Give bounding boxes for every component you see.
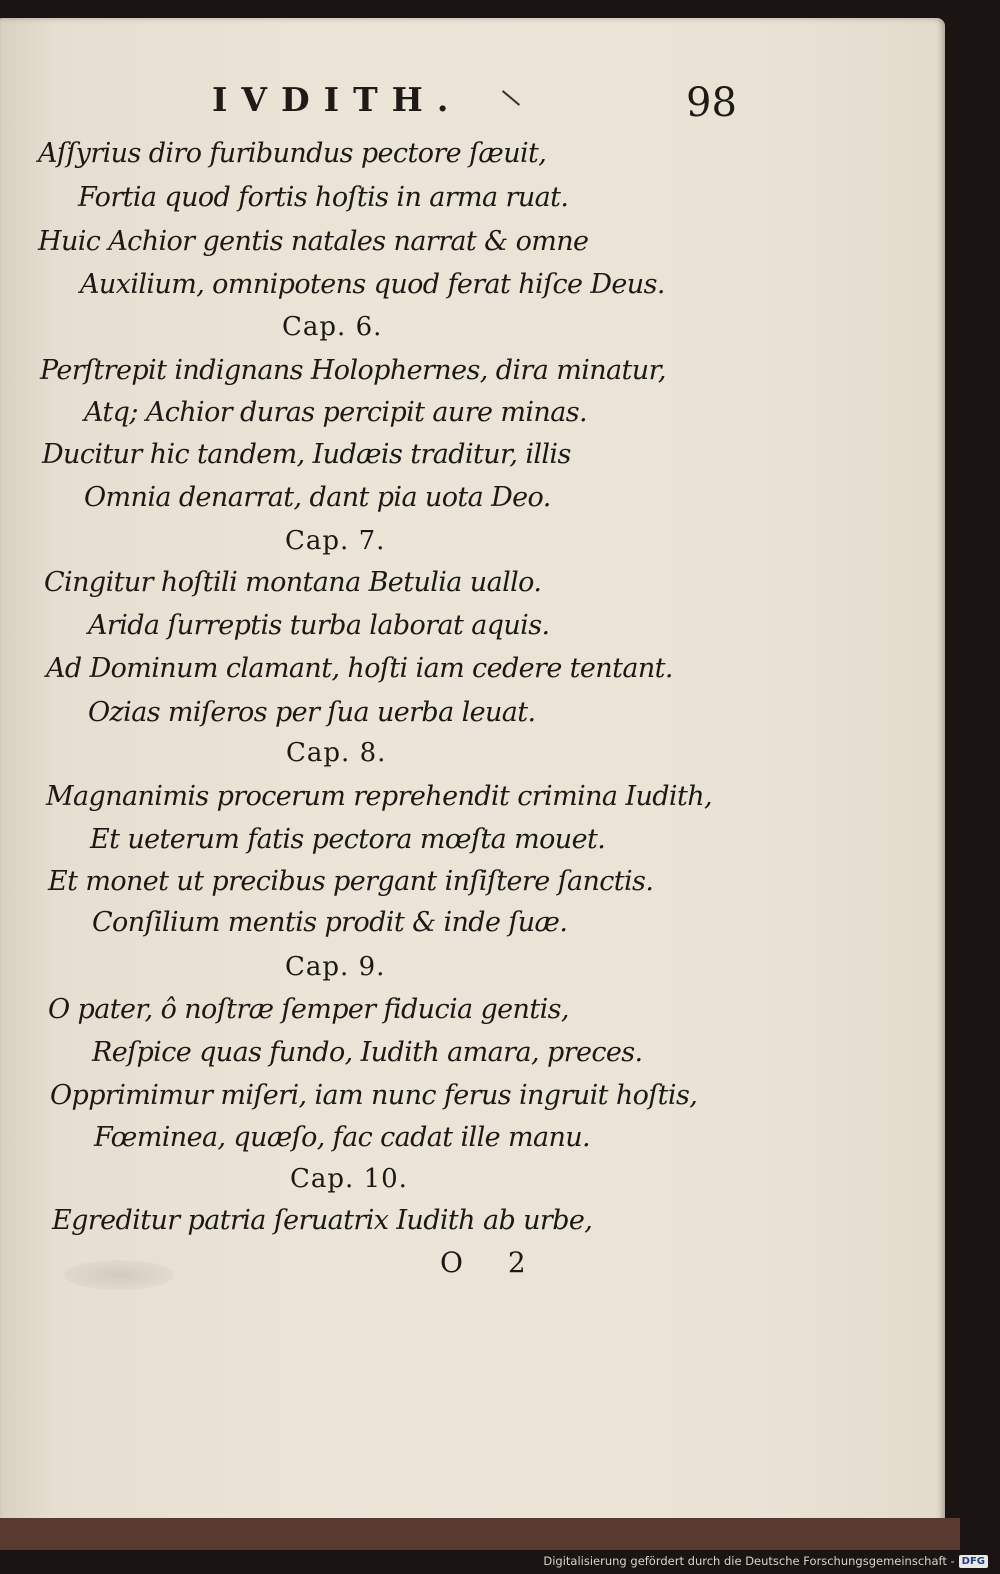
- verse-line: Arida ſurreptis turba laborat aquis.: [88, 610, 550, 641]
- chapter-heading: Cap. 10.: [290, 1164, 408, 1194]
- verse-line: Perſtrepit indignans Holophernes, dira minatur,: [40, 355, 666, 386]
- verse-line: Ducitur hic tandem, Iudæis traditur, illis: [42, 439, 571, 470]
- verse-line: Atq; Achior duras percipit aure minas.: [84, 397, 587, 428]
- running-title: IVDITH.: [212, 80, 463, 119]
- verse-line: Cingitur hoſtili montana Betulia uallo.: [44, 567, 542, 598]
- verse-line: Huic Achior gentis natales narrat & omne: [38, 226, 589, 257]
- chapter-heading: Cap. 9.: [285, 952, 386, 982]
- verse-line: Reſpice quas fundo, Iudith amara, preces.: [92, 1037, 643, 1068]
- verse-line: Omnia denarrat, dant pia uota Deo.: [84, 482, 551, 513]
- verse-line: Ozias miſeros per ſua uerba leuat.: [88, 697, 536, 728]
- verse-line: Aſſyrius diro furibundus pectore ſæuit,: [38, 138, 547, 169]
- ink-smudge: [64, 1260, 174, 1290]
- verse-line: O pater, ô noſtræ ſemper fiducia gentis,: [48, 994, 569, 1025]
- chapter-heading: Cap. 7.: [285, 526, 386, 556]
- verse-line: Conſilium mentis prodit & inde ſuæ.: [92, 907, 568, 938]
- digitization-credit: [543, 1554, 988, 1568]
- verse-line: Et monet ut precibus pergant inſiſtere ſanctis.: [48, 866, 654, 897]
- book-binding: [0, 1518, 960, 1550]
- credit-text: Digitalisierung gefördert durch die Deutsche Forschungsgemeinschaft -: [543, 1554, 955, 1568]
- chapter-heading: Cap. 6.: [282, 312, 383, 342]
- verse-line: Magnanimis procerum reprehendit crimina Iudith,: [46, 781, 712, 812]
- verse-line: Auxilium, omnipotens quod ferat hiſce Deus.: [80, 269, 665, 300]
- verse-line: Fœminea, quæſo, fac cadat ille manu.: [94, 1122, 591, 1153]
- verse-line: Ad Dominum clamant, hoſti iam cedere tentant.: [46, 653, 673, 684]
- verse-line: Fortia quod fortis hoſtis in arma ruat.: [78, 182, 569, 213]
- folio-number: 98: [686, 80, 737, 126]
- verse-line: Et ueterum fatis pectora mœſta mouet.: [90, 824, 606, 855]
- signature-mark: O 2: [440, 1246, 544, 1279]
- chapter-heading: Cap. 8.: [286, 738, 387, 768]
- verse-line: Egreditur patria ſeruatrix Iudith ab urbe,: [52, 1205, 593, 1236]
- dfg-logo-icon: DFG: [959, 1555, 988, 1568]
- verse-line: Opprimimur miſeri, iam nunc ferus ingruit hoſtis,: [50, 1080, 698, 1111]
